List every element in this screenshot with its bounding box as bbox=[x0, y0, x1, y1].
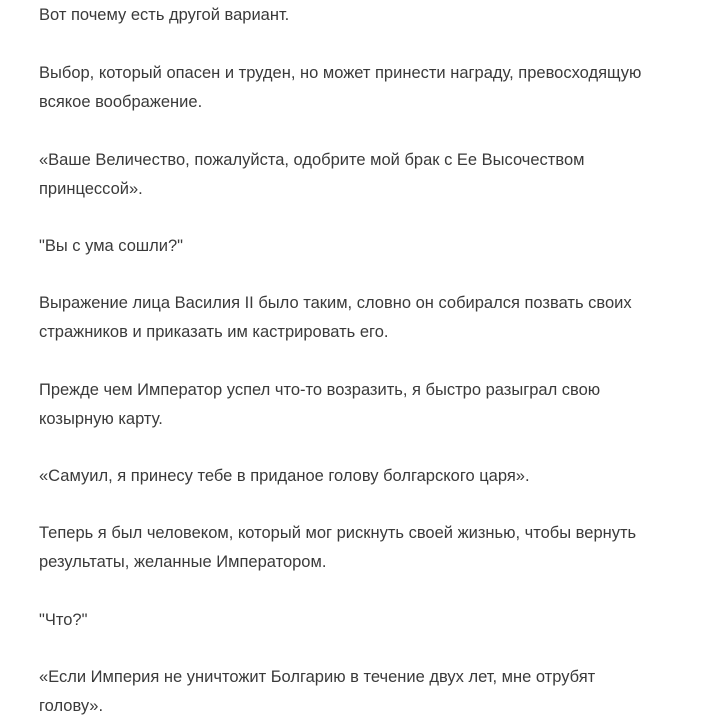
paragraph: Теперь я был человеком, который мог рискнуть своей жизнью, чтобы вернуть результаты, желанные Императором. bbox=[39, 524, 637, 571]
paragraph: Выражение лица Василия II было таким, словно он собирался позвать своих стражников и приказать им кастрировать его. bbox=[39, 294, 632, 341]
paragraph: «Самуил, я принесу тебе в приданое голову болгарского царя». bbox=[39, 467, 530, 485]
paragraph: «Если Империя не уничтожит Болгарию в течение двух лет, мне отрубят голову». bbox=[39, 668, 596, 715]
paragraph: Вот почему есть другой вариант. bbox=[39, 6, 290, 24]
paragraph: Выбор, который опасен и труден, но может принести награду, превосходящую всякое воображение. bbox=[39, 64, 642, 111]
paragraph: Прежде чем Император успел что-то возразить, я быстро разыграл свою козырную карту. bbox=[39, 381, 601, 428]
paragraph: «Ваше Величество, пожалуйста, одобрите мой брак с Ее Высочеством принцессой». bbox=[39, 151, 585, 198]
paragraph: "Вы с ума сошли?" bbox=[39, 237, 184, 255]
paragraph: "Что?" bbox=[39, 611, 88, 629]
